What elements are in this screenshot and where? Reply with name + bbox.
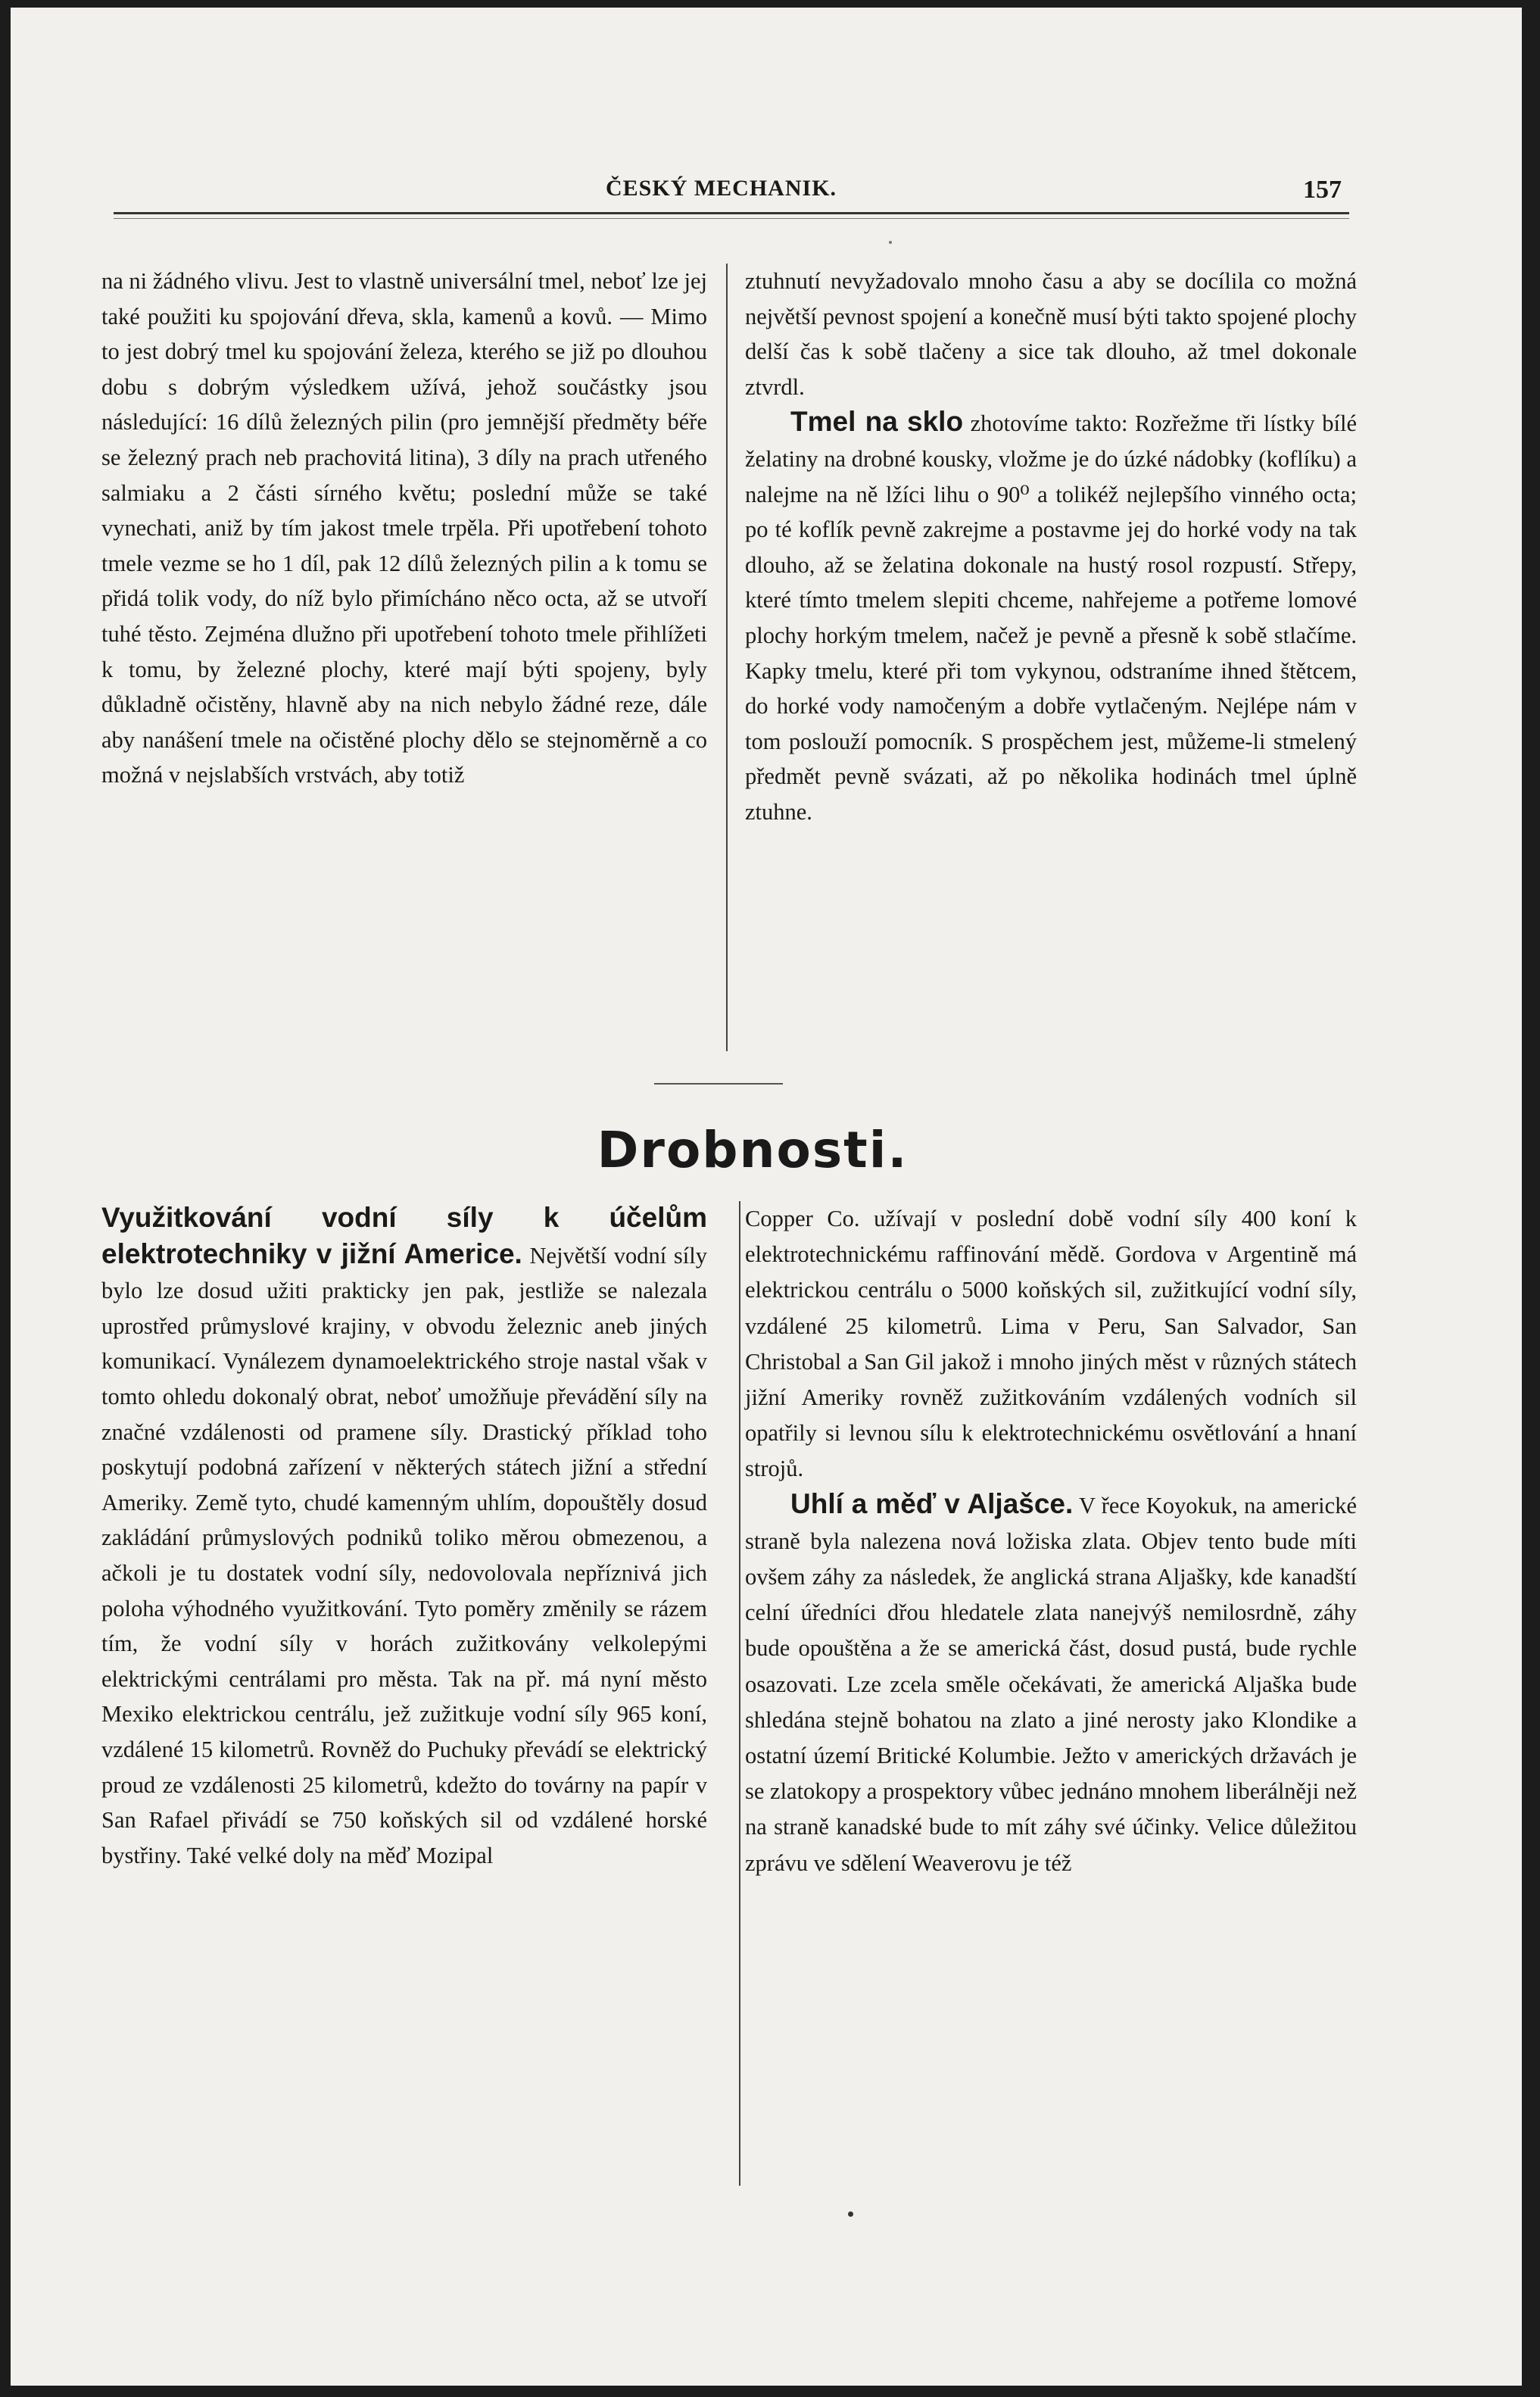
- article-heading: Uhlí a měď v Aljašce.: [790, 1487, 1074, 1519]
- section-title: Drobnosti.: [597, 1121, 909, 1179]
- page: [11, 8, 1522, 2386]
- header-rule: [114, 212, 1349, 214]
- page-number: 157: [1303, 176, 1342, 204]
- article-body-continued: Copper Co. užívají v poslední době vodní síly 400 koní k elektrotechnickému raffinování mědě. Gordova v Argentině má elektrickou centrálu o 5000 koňských sil, zužitkující vodní síly, vzdálené 25 kilometrů. Lima v Peru, San Salvador, San Christobal a San Gil jakož i mnoho jiných měst v různých státech jižní Ameriky rovněž zužitkováním vzdálených vodních sil opatřily si levnou sílu k elektrotechnickému osvětlování a hnaní strojů.: [745, 1206, 1357, 1482]
- column-divider: [739, 1201, 740, 2186]
- section-separator: [654, 1083, 783, 1085]
- column-bottom-right: [745, 1201, 1357, 1881]
- column-top-right: [745, 264, 1357, 830]
- column-divider: [726, 264, 728, 1051]
- article-body: V řece Koyokuk, na americké straně byla nalezena nová ložiska zlata. Objev tento bude míti ovšem záhy za následek, že anglická strana Aljašky, kde kanadští celní úředníci dřou hledatele zlata nanejvýš nemilosrdně, záhy bude opouštěna a že se americká část, dosud pustá, bude rychle osazovati. Lze zcela směle očekávati, že americká Aljaška bude shledána stejně bohatou na zlato a jiné nerosty jako Klondike a ostatní území Britické Kolumbie. Ježto v amerických državách je se zlatokopy a prospektory vůbec jednáno mnohem liberálněji než na straně kanadské bude to mít záhy své účinky. Velice důležitou zprávu ve sdělení Weaverovu je též: [745, 1492, 1357, 1876]
- print-speck: [889, 241, 892, 244]
- paragraph-body: zhotovíme takto: Rozřežme tři lístky bílé želatiny na drobné kousky, vložme je do úzké nádobky (koflíku) a nalejme na ně lžíci lihu o 90⁰ a tolikéž nejlepšího vinného octa; po té koflík pevně zakrejme a postavme jej do horké vody na tak dlouho, až se želatina dokonale na hustý rosol rozpustí. Střepy, které tímto tmelem slepiti chceme, nahřejeme a potřeme lomové plochy horkým tmelem, načež je pevně a přesně k sobě stlačíme. Kapky tmelu, které při tom vykynou, odstraníme ihned štětcem, do horké vody namočeným a dobře vytlačeným. Nejlépe nám v tom poslouží pomocník. S prospěchem jest, můžeme-li stmelený předmět pevně svázati, až po několika hodinách tmel úplně ztuhne.: [745, 410, 1357, 825]
- paragraph: ztuhnutí nevyžadovalo mnoho času a aby se docílila co možná největší pevnost spojení a konečně musí býti takto spojené plochy delší čas k sobě tlačeny a sice tak dlouho, až tmel dokonale ztvrdl.: [745, 268, 1357, 400]
- paragraph-glass-cement: [745, 404, 1357, 829]
- print-speck: [848, 2211, 853, 2217]
- column-bottom-left: [101, 1201, 707, 1873]
- running-header: [114, 176, 1349, 215]
- journal-title: ČESKÝ MECHANIK.: [606, 176, 837, 201]
- paragraph: na ni žádného vlivu. Jest to vlastně universální tmel, neboť lze jej také použiti ku spojování dřeva, skla, kamenů a kovů. — Mimo to jest dobrý tmel ku spojování železa, kterého se již po dlouhou dobu s dobrým výsledkem užívá, jehož součástky jsou následující: 16 dílů železných pilin (pro jemnější předměty béře se železný prach neb prachovitá litina), 3 díly na prach utřeného salmiaku a 2 části sírného květu; poslední může se také vynechati, aniž by tím jakost tmele trpěla. Při upotřebení tohoto tmele vezme se ho 1 díl, pak 12 dílů železných pilin a k tomu se přidá tolik vody, do níž bylo přimícháno něco octa, až se utvoří tuhé těsto. Zejména dlužno při upotřebení tohoto tmele přihlížeti k tomu, by železné plochy, které mají býti spojeny, byly důkladně očistěny, hlavně aby na nich nebylo žádné reze, dále aby nanášení tmele na očistěné plochy dělo se stejnoměrně a co možná v nejslabších vrstvách, aby totiž: [101, 268, 707, 788]
- column-top-left: [101, 264, 707, 793]
- article-alaska: [745, 1487, 1357, 1881]
- paragraph-lead: Tmel na sklo: [790, 406, 964, 438]
- article-heading: Využitkování vodní síly k účelům elektrotechniky v jižní Americe.: [101, 1202, 707, 1269]
- article-body: Největší vodní síly bylo lze dosud užiti prakticky jen pak, jestliže se nalezala uprostřed průmyslové krajiny, v obvodu železnic aneb jiných komunikací. Vynálezem dynamoelektrického stroje nastal však v tomto ohledu dokonalý obrat, neboť umožňuje převádění síly na značné vzdálenosti od pramene síly. Drastický příklad toho poskytují podobná zařízení v některých státech jižní a střední Ameriky. Země tyto, chudé kamenným uhlím, dopouštěly dosud zakládání průmyslových podniků toliko měrou obmezenou, a ačkoli je tu dostatek vodní síly, nedovolovala nepříznivá jich poloha výhodného využitkování. Tyto poměry změnily se rázem tím, že vodní síly v horách zužitkovány velkolepými elektrickými centrálami pro města. Tak na př. má nyní město Mexiko elektrickou centrálu, jež zužitkuje vodní síly 965 koní, vzdálené 15 kilometrů. Rovněž do Puchuky převádí se elektrický proud ze vzdálenosti 25 kilometrů, kdežto do továrny na papír v San Rafael přivádí se 750 koňských sil od vzdálené horské bystřiny. Také velké doly na měď Mozipal: [101, 1242, 707, 1868]
- header-rule-thin: [114, 218, 1349, 219]
- article-water-power: [101, 1201, 707, 1873]
